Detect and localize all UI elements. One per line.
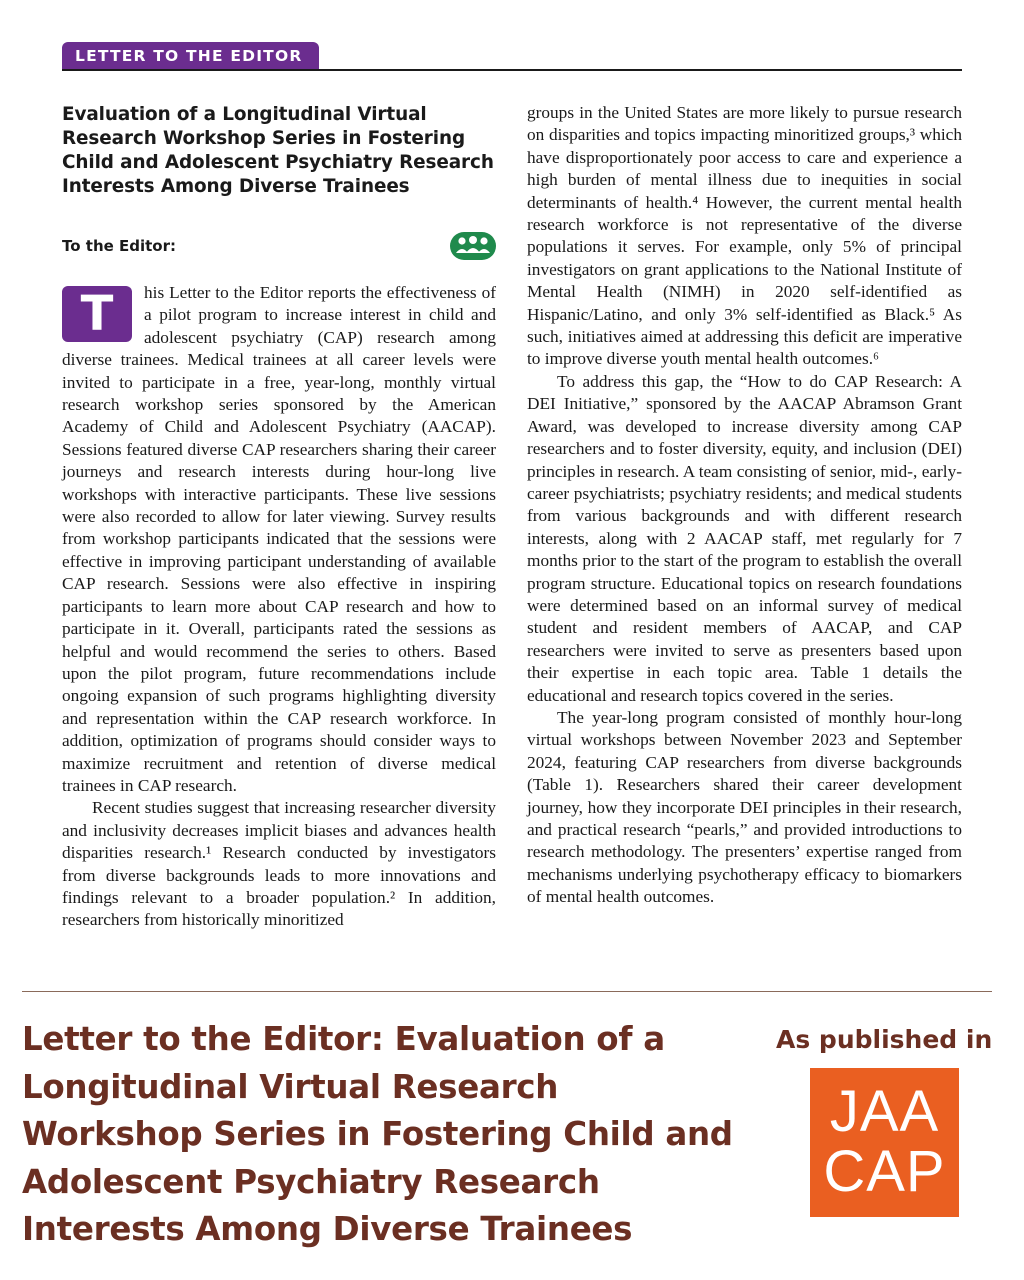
body-paragraph: Recent studies suggest that increasing researcher diversity and inclusivity decreases implicit biases and advances health disparities research.¹ Research conducted by investigators from diverse backgrounds leads to more innovations and findings relevant to a broader population.² In addition, researchers from historically minoritized: [62, 798, 496, 930]
section-label: LETTER TO THE EDITOR: [62, 42, 319, 70]
intro-text: his Letter to the Editor reports the effectiveness of a pilot program to increase interest in child and adolescent psychiatry (CAP) research among diverse trainees. Medical trainees at all career levels were invited to participate in a free, year-long, monthly virtual research workshop series sponsored by the American Academy of Child and Adolescent Psychiatry (AACAP). Sessions featured diverse CAP researchers sharing their career journeys and research interests during hour-long live workshops with interactive participants. These live sessions were also recorded to allow for later viewing. Survey results from workshop participants indicated that the sessions were effective in improving participant understanding of available CAP research. Sessions were also effective in inspiring participants to learn more about CAP research and how to participate in it. Overall, participants rated the sessions as helpful and would recommend the series to others. Based upon the pilot program, future recommendations include ongoing expansion of such programs highlighting diversity and representation within the CAP research workforce. In addition, optimization of programs should consider ways to maximize recruitment and retention of diverse medical trainees in CAP research.: [62, 283, 496, 795]
header-rule: [62, 69, 962, 71]
logo-line-1: JAA: [829, 1079, 940, 1144]
article-title: Evaluation of a Longitudinal Virtual Research Workshop Series in Fostering Child and Adolescent Psychiatry Research Interests Among Diverse Trainees: [62, 104, 494, 197]
left-column: [62, 282, 496, 932]
jaacap-logo: [810, 1068, 959, 1217]
salutation: To the Editor:: [62, 237, 177, 255]
right-column: [527, 102, 962, 909]
intro-paragraph: [62, 282, 496, 797]
logo-line-2: CAP: [823, 1139, 946, 1204]
group-icon: [450, 232, 496, 260]
body-paragraph: To address this gap, the “How to do CAP Research: A DEI Initiative,” sponsored by the AACAP Abramson Grant Award, was developed to increase diversity among CAP researchers and to foster diversity, equity, and inclusion (DEI) principles in research. A team consisting of senior, mid-, early-career psychiatrists; psychiatry residents; and medical students from various backgrounds and with different research interests, along with 2 AACAP staff, met regularly for 7 months prior to the start of the program to establish the overall program structure. Educational topics on research foundations were determined based on an informal survey of medical student and resident members of AACAP, and CAP researchers were invited to serve as presenters based upon their expertise in each topic area. Table 1 details the educational and research topics covered in the series.: [527, 371, 962, 705]
caption-title: Letter to the Editor: Evaluation of a Longitudinal Virtual Research Workshop Series in Fostering Child and Adolescent Psychiatry Research Interests Among Diverse Trainees: [22, 1020, 733, 1248]
dropcap: T: [62, 286, 132, 342]
body-paragraph: groups in the United States are more likely to pursue research on disparities and topics impacting minoritized groups,³ which have disproportionately poor access to care and experience a high burden of mental illness due to inequities in social determinants of health.⁴ However, the current mental health research workforce is not representative of the diverse populations it serves. For example, only 5% of principal investigators on grant applications to the National Institute of Mental Health (NIMH) in 2020 self-identified as Hispanic/Latino, and only 3% self-identified as Black.⁵ As such, initiatives aimed at addressing this deficit are imperative to improve diverse youth mental health outcomes.⁶: [527, 103, 962, 369]
caption-divider: [22, 991, 992, 992]
published-label: As published in: [776, 1025, 993, 1054]
body-paragraph: The year-long program consisted of monthly hour-long virtual workshops between November 2023 and September 2024, featuring CAP researchers from diverse backgrounds (Table 1). Researchers shared their career development journey, how they incorporate DEI principles in their research, and practical research “pearls,” and provided introductions to research methodology. The presenters’ expertise ranged from mechanisms underlying psychotherapy efficacy to biomarkers of mental health outcomes.: [527, 707, 962, 907]
